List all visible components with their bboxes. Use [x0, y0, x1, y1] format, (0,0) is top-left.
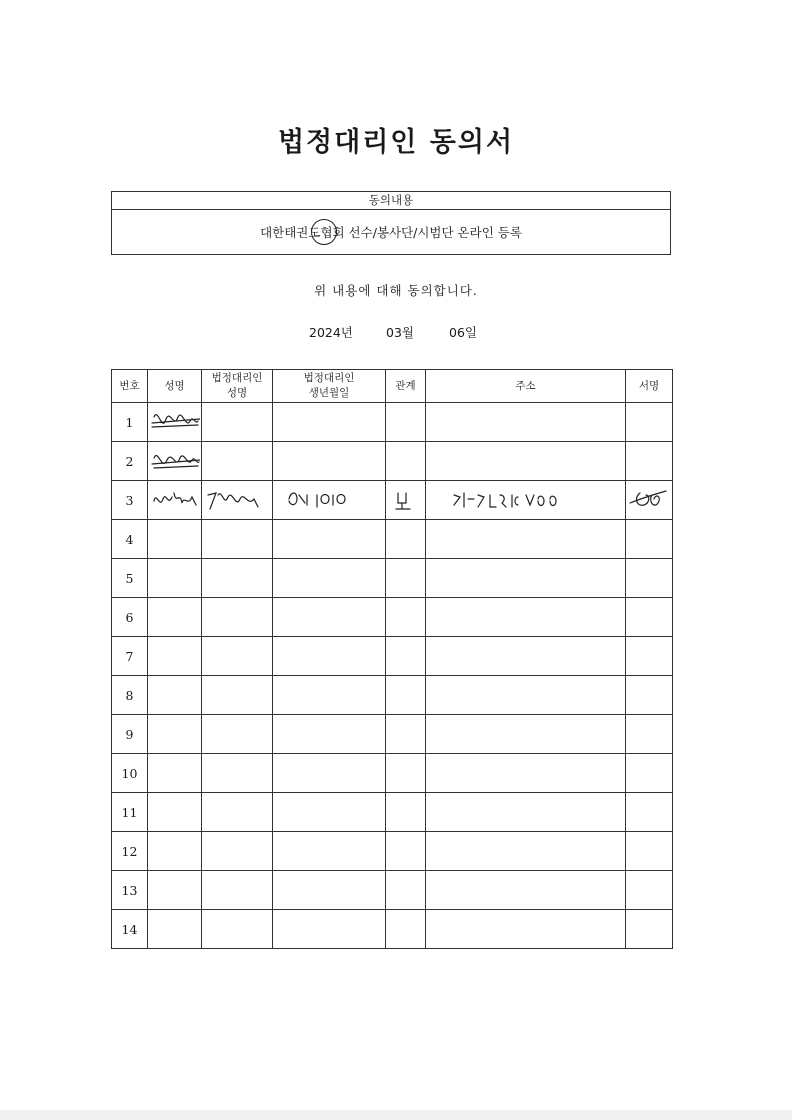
- cell-signature: [626, 520, 673, 559]
- cell-name: [148, 676, 202, 715]
- cell-signature: [626, 754, 673, 793]
- header-relation: 관계: [386, 370, 426, 403]
- cell-address: [426, 832, 626, 871]
- handwriting-scribble: [386, 481, 424, 517]
- cell-relation: [386, 637, 426, 676]
- handwriting-stroke: [454, 493, 556, 507]
- cell-relation: [386, 871, 426, 910]
- cell-number: 5: [112, 559, 148, 598]
- handwriting-stroke: [208, 493, 258, 509]
- header-address: 주소: [426, 370, 626, 403]
- cell-name: [148, 559, 202, 598]
- cell-signature: [626, 637, 673, 676]
- cell-address: [426, 715, 626, 754]
- header-name: 성명: [148, 370, 202, 403]
- cell-guardian-name: [202, 910, 273, 949]
- table-row: [112, 793, 673, 832]
- consent-content: 대한태권도협회 선수/봉사단/시범단 온라인 등록: [260, 225, 522, 240]
- handwriting-scribble: [273, 481, 384, 517]
- cell-address: [426, 676, 626, 715]
- cell-number: 14: [112, 910, 148, 949]
- cell-signature: [626, 793, 673, 832]
- cell-name: [148, 403, 202, 442]
- cell-guardian-birth: [273, 637, 386, 676]
- cell-signature: [626, 832, 673, 871]
- handwriting-stroke: [152, 455, 200, 468]
- cell-relation: [386, 442, 426, 481]
- table-row: [112, 676, 673, 715]
- cell-signature: [626, 910, 673, 949]
- cell-number: 12: [112, 832, 148, 871]
- header-guardian-birth: 법정대리인 생년월일: [273, 370, 386, 403]
- handwriting-stroke: [630, 491, 666, 505]
- cell-signature: [626, 481, 673, 520]
- cell-guardian-birth: [273, 520, 386, 559]
- cell-guardian-name: [202, 559, 273, 598]
- table-row: [112, 481, 673, 520]
- handwriting-scribble: [148, 481, 200, 517]
- cell-guardian-name: [202, 832, 273, 871]
- cell-guardian-name: [202, 715, 273, 754]
- cell-guardian-name: [202, 871, 273, 910]
- cell-address: [426, 559, 626, 598]
- cell-guardian-birth: [273, 715, 386, 754]
- cell-guardian-birth: [273, 403, 386, 442]
- cell-address: [426, 793, 626, 832]
- cell-relation: [386, 832, 426, 871]
- cell-address: [426, 637, 626, 676]
- handwriting-scribble: [626, 481, 671, 517]
- cell-number: 13: [112, 871, 148, 910]
- handwriting-scribble: [202, 481, 271, 517]
- table-row: [112, 715, 673, 754]
- cell-name: [148, 442, 202, 481]
- cell-guardian-birth: [273, 598, 386, 637]
- handwriting-scribble: [148, 442, 200, 478]
- cell-guardian-birth: [273, 871, 386, 910]
- cell-address: [426, 910, 626, 949]
- cell-guardian-name: [202, 598, 273, 637]
- table-row: [112, 520, 673, 559]
- cell-number: 3: [112, 481, 148, 520]
- cell-guardian-birth: [273, 793, 386, 832]
- table-row: [112, 871, 673, 910]
- cell-relation: [386, 793, 426, 832]
- handwriting-stroke: [154, 493, 196, 505]
- cell-name: [148, 481, 202, 520]
- cell-guardian-name: [202, 442, 273, 481]
- cell-address: [426, 871, 626, 910]
- cell-signature: [626, 559, 673, 598]
- cell-guardian-birth: [273, 559, 386, 598]
- cell-address: [426, 481, 626, 520]
- table-row: [112, 754, 673, 793]
- cell-relation: [386, 598, 426, 637]
- scan-edge: [0, 1110, 792, 1120]
- handwriting-scribble: [148, 403, 200, 439]
- cell-guardian-name: [202, 403, 273, 442]
- cell-number: 8: [112, 676, 148, 715]
- cell-signature: [626, 403, 673, 442]
- document-title: 법정대리인 동의서: [277, 127, 515, 158]
- cell-guardian-name: [202, 637, 273, 676]
- table-row: [112, 559, 673, 598]
- cell-number: 1: [112, 403, 148, 442]
- cell-number: 2: [112, 442, 148, 481]
- cell-guardian-name: [202, 793, 273, 832]
- cell-number: 4: [112, 520, 148, 559]
- cell-name: [148, 754, 202, 793]
- handwriting-stroke: [396, 493, 410, 509]
- handwriting-stroke: [152, 415, 200, 427]
- consent-header: 동의내용: [112, 192, 670, 210]
- cell-relation: [386, 559, 426, 598]
- table-row: [112, 442, 673, 481]
- cell-relation: [386, 676, 426, 715]
- cell-number: 11: [112, 793, 148, 832]
- consent-content-area: [112, 210, 670, 255]
- cell-name: [148, 793, 202, 832]
- cell-name: [148, 715, 202, 754]
- table-row: [112, 637, 673, 676]
- cell-name: [148, 832, 202, 871]
- cell-name: [148, 910, 202, 949]
- header-number: 번호: [112, 370, 148, 403]
- cell-relation: [386, 910, 426, 949]
- header-signature: 서명: [626, 370, 673, 403]
- cell-signature: [626, 715, 673, 754]
- cell-signature: [626, 442, 673, 481]
- handwritten-circle-mark: [311, 219, 337, 245]
- cell-guardian-name: [202, 754, 273, 793]
- cell-address: [426, 598, 626, 637]
- cell-guardian-name: [202, 481, 273, 520]
- date-day: 06일: [449, 325, 477, 340]
- cell-number: 6: [112, 598, 148, 637]
- cell-signature: [626, 676, 673, 715]
- cell-signature: [626, 598, 673, 637]
- agreement-statement: 위 내용에 대해 동의합니다.: [314, 283, 478, 298]
- handwriting-stroke: [289, 493, 345, 507]
- cell-signature: [626, 871, 673, 910]
- cell-guardian-birth: [273, 832, 386, 871]
- consent-roster-table: [111, 369, 673, 949]
- cell-name: [148, 520, 202, 559]
- cell-address: [426, 520, 626, 559]
- cell-relation: [386, 715, 426, 754]
- cell-address: [426, 442, 626, 481]
- cell-address: [426, 403, 626, 442]
- cell-guardian-birth: [273, 754, 386, 793]
- date-year: 2024년: [309, 325, 353, 340]
- cell-number: 7: [112, 637, 148, 676]
- cell-name: [148, 871, 202, 910]
- cell-guardian-birth: [273, 676, 386, 715]
- cell-relation: [386, 520, 426, 559]
- table-row: [112, 403, 673, 442]
- table-row: [112, 598, 673, 637]
- cell-guardian-birth: [273, 481, 386, 520]
- cell-guardian-birth: [273, 442, 386, 481]
- cell-number: 9: [112, 715, 148, 754]
- table-header-row: [112, 370, 673, 403]
- table-row: [112, 910, 673, 949]
- cell-relation: [386, 403, 426, 442]
- date-month: 03월: [386, 325, 414, 340]
- cell-number: 10: [112, 754, 148, 793]
- consent-box: [111, 191, 671, 255]
- table-row: [112, 832, 673, 871]
- cell-guardian-name: [202, 676, 273, 715]
- cell-address: [426, 754, 626, 793]
- cell-relation: [386, 481, 426, 520]
- cell-guardian-name: [202, 520, 273, 559]
- handwriting-scribble: [426, 481, 624, 517]
- cell-guardian-birth: [273, 910, 386, 949]
- cell-name: [148, 598, 202, 637]
- cell-relation: [386, 754, 426, 793]
- header-guardian-name: 법정대리인 성명: [202, 370, 273, 403]
- cell-name: [148, 637, 202, 676]
